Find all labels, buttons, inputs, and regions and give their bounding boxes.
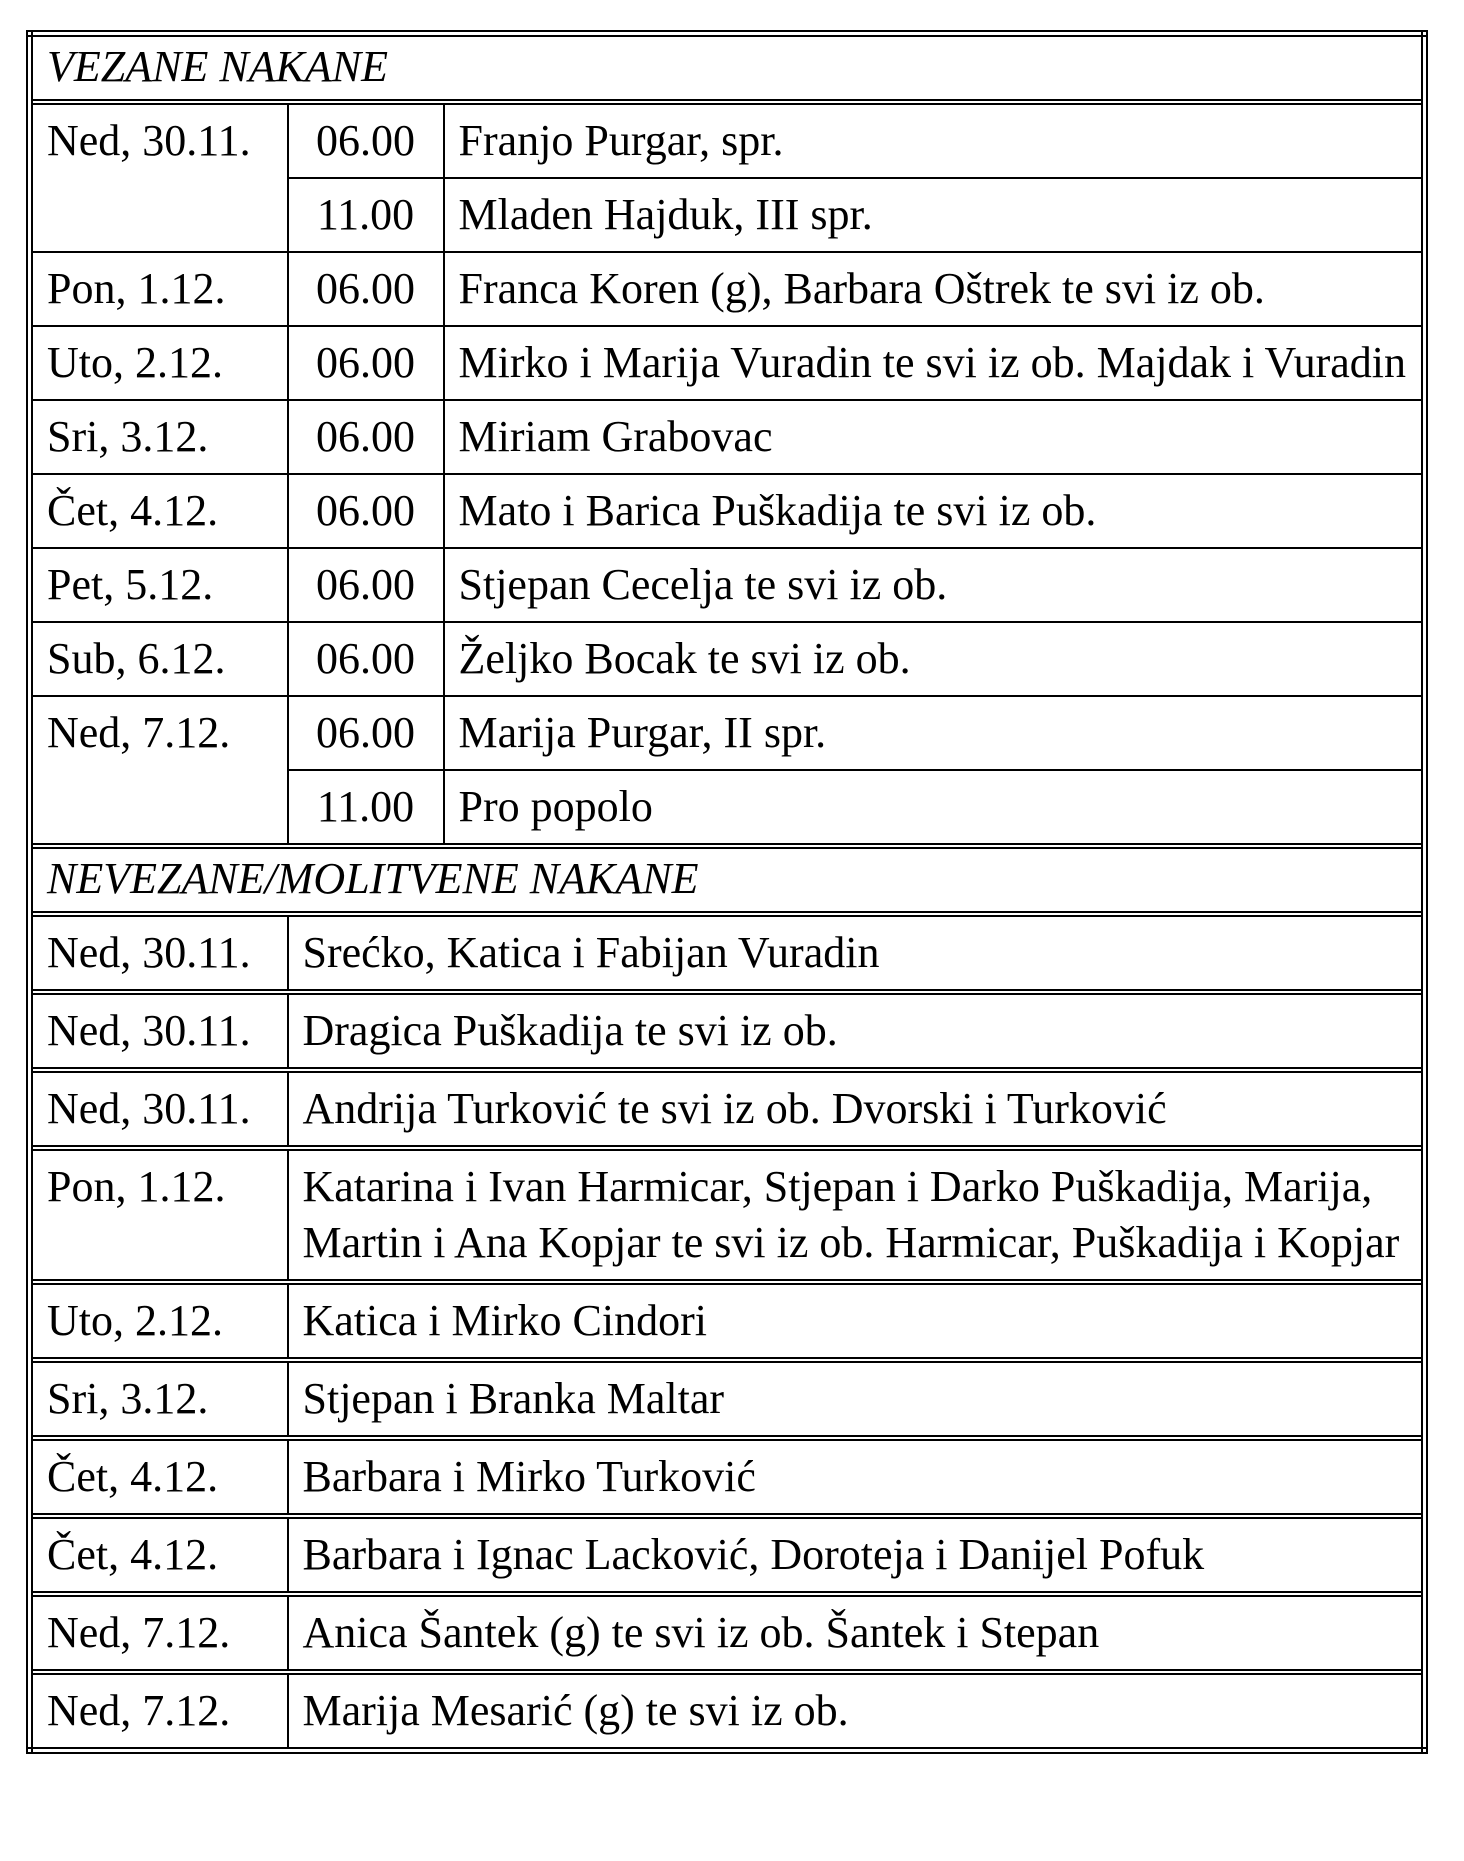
table-row — [30, 326, 1425, 400]
time-cell: 06.00 — [288, 474, 444, 548]
section-title: VEZANE NAKANE — [30, 34, 1425, 103]
intention-cell: Pro popolo — [444, 770, 1425, 846]
date-cell: Čet, 4.12. — [30, 474, 288, 548]
date-cell: Ned, 7.12. — [30, 696, 288, 846]
table-row — [30, 474, 1425, 548]
intention-cell: Mirko i Marija Vuradin te svi iz ob. Majdak i Vuradin — [444, 326, 1425, 400]
time-cell: 06.00 — [288, 696, 444, 770]
intention-cell: Željko Bocak te svi iz ob. — [444, 622, 1425, 696]
date-cell: Ned, 30.11. — [30, 1070, 288, 1148]
time-cell: 06.00 — [288, 622, 444, 696]
table-row — [30, 1594, 1425, 1672]
date-cell: Čet, 4.12. — [30, 1438, 288, 1516]
table-row — [30, 622, 1425, 696]
intention-cell: Barbara i Ignac Lacković, Doroteja i Danijel Pofuk — [288, 1516, 1425, 1594]
time-cell: 06.00 — [288, 548, 444, 622]
table-row — [30, 252, 1425, 326]
table-row — [30, 992, 1425, 1070]
table-row — [30, 548, 1425, 622]
intention-cell: Srećko, Katica i Fabijan Vuradin — [288, 914, 1425, 992]
time-cell: 11.00 — [288, 770, 444, 846]
intention-cell: Katarina i Ivan Harmicar, Stjepan i Darko Puškadija, Marija, Martin i Ana Kopjar te svi iz ob. Harmicar, Puškadija i Kopjar — [288, 1148, 1425, 1282]
date-cell: Ned, 7.12. — [30, 1672, 288, 1751]
section-title: NEVEZANE/MOLITVENE NAKANE — [30, 846, 1425, 914]
intention-cell: Miriam Grabovac — [444, 400, 1425, 474]
date-cell: Uto, 2.12. — [30, 326, 288, 400]
section-header-row — [30, 846, 1425, 914]
intention-cell: Franjo Purgar, spr. — [444, 102, 1425, 178]
date-cell: Čet, 4.12. — [30, 1516, 288, 1594]
date-cell: Ned, 30.11. — [30, 914, 288, 992]
table-row — [30, 1148, 1425, 1282]
table-row — [30, 1516, 1425, 1594]
time-cell: 06.00 — [288, 400, 444, 474]
intention-cell: Anica Šantek (g) te svi iz ob. Šantek i Stepan — [288, 1594, 1425, 1672]
intention-cell: Barbara i Mirko Turković — [288, 1438, 1425, 1516]
intention-cell: Marija Mesarić (g) te svi iz ob. — [288, 1672, 1425, 1751]
date-cell: Sub, 6.12. — [30, 622, 288, 696]
table-row — [30, 914, 1425, 992]
date-cell: Ned, 7.12. — [30, 1594, 288, 1672]
date-cell: Uto, 2.12. — [30, 1282, 288, 1360]
intention-cell: Stjepan Cecelja te svi iz ob. — [444, 548, 1425, 622]
date-cell: Pet, 5.12. — [30, 548, 288, 622]
table-row — [30, 102, 1425, 178]
intention-cell: Dragica Puškadija te svi iz ob. — [288, 992, 1425, 1070]
intention-cell: Marija Purgar, II spr. — [444, 696, 1425, 770]
date-cell: Pon, 1.12. — [30, 1148, 288, 1282]
intention-cell: Mladen Hajduk, III spr. — [444, 178, 1425, 252]
time-cell: 11.00 — [288, 178, 444, 252]
table-row — [30, 1438, 1425, 1516]
date-cell: Sri, 3.12. — [30, 1360, 288, 1438]
table-row — [30, 1070, 1425, 1148]
mass-intentions-table — [26, 30, 1428, 1754]
table-row — [30, 696, 1425, 770]
intention-cell: Franca Koren (g), Barbara Oštrek te svi iz ob. — [444, 252, 1425, 326]
time-cell: 06.00 — [288, 102, 444, 178]
table-row — [30, 1282, 1425, 1360]
table-row — [30, 400, 1425, 474]
intention-cell: Katica i Mirko Cindori — [288, 1282, 1425, 1360]
section-header-row — [30, 34, 1425, 103]
table-row — [30, 1360, 1425, 1438]
date-cell: Ned, 30.11. — [30, 102, 288, 252]
intention-cell: Stjepan i Branka Maltar — [288, 1360, 1425, 1438]
time-cell: 06.00 — [288, 326, 444, 400]
date-cell: Sri, 3.12. — [30, 400, 288, 474]
intention-cell: Andrija Turković te svi iz ob. Dvorski i Turković — [288, 1070, 1425, 1148]
table-body — [30, 34, 1425, 1751]
time-cell: 06.00 — [288, 252, 444, 326]
date-cell: Ned, 30.11. — [30, 992, 288, 1070]
date-cell: Pon, 1.12. — [30, 252, 288, 326]
table-row — [30, 1672, 1425, 1751]
intention-cell: Mato i Barica Puškadija te svi iz ob. — [444, 474, 1425, 548]
